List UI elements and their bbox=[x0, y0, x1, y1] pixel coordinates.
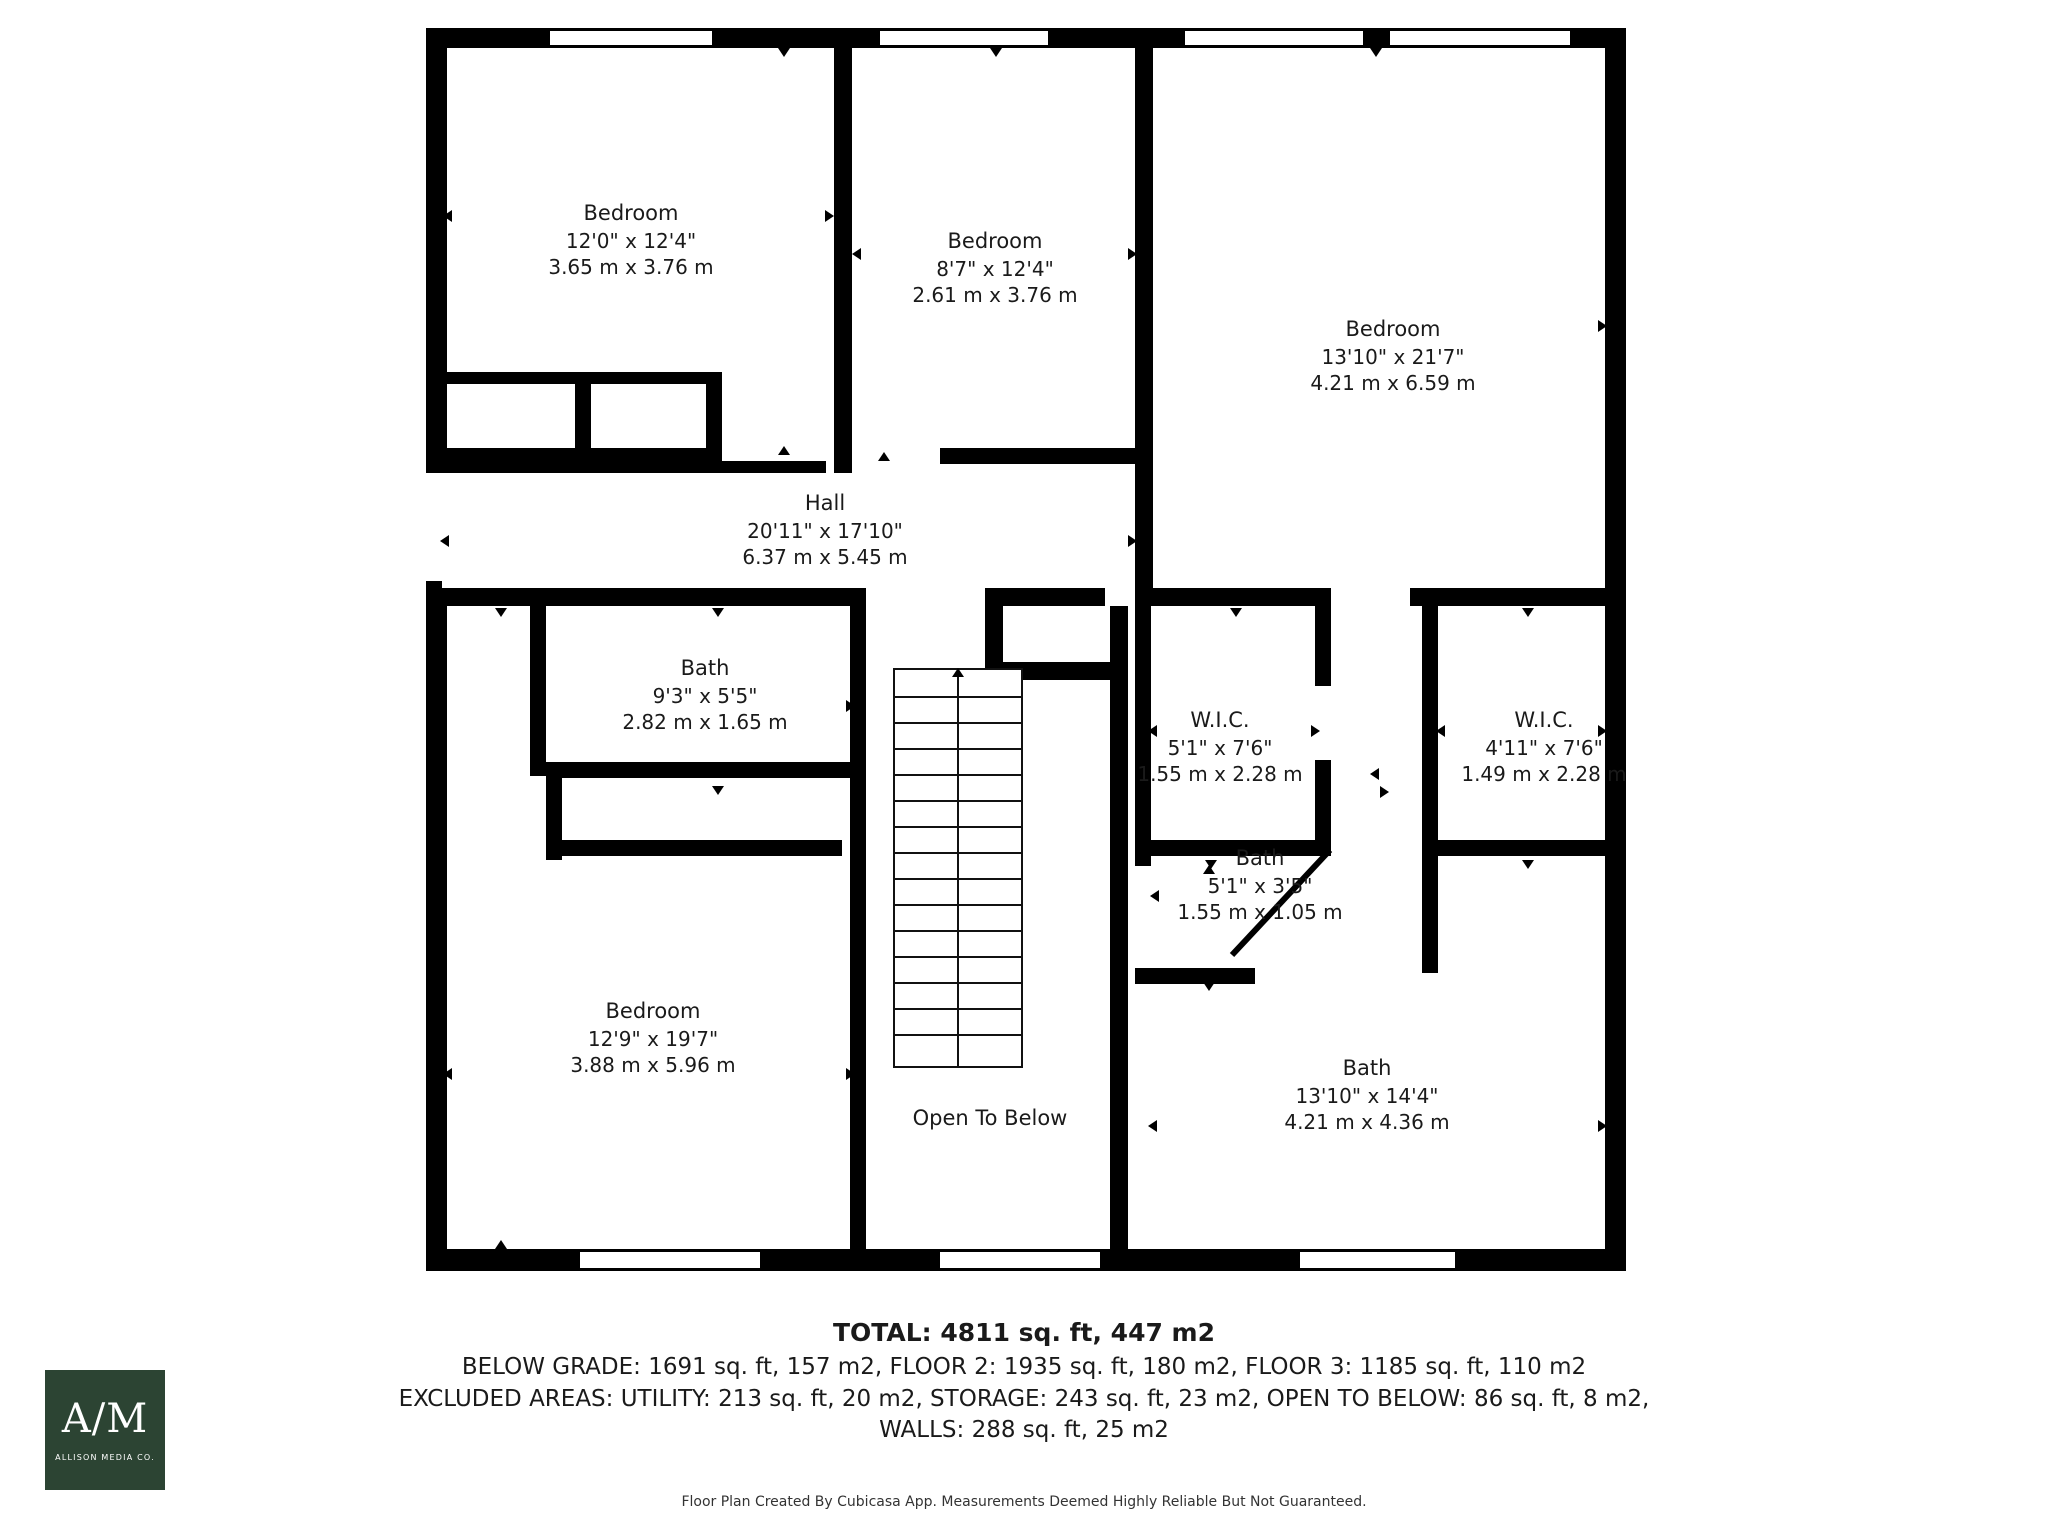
window-bottom-left bbox=[580, 1249, 760, 1271]
room-name: Bath bbox=[680, 656, 730, 680]
dimension-arrow-wic1-top bbox=[1230, 608, 1242, 617]
dimension-arrow-wic2-left bbox=[1436, 725, 1445, 737]
dimension-arrow-wic1-left bbox=[1148, 725, 1157, 737]
room-label-bedroom-1 bbox=[486, 200, 776, 281]
disclaimer-text: Floor Plan Created By Cubicasa App. Measurements Deemed Highly Reliable But Not Guaranteed. bbox=[681, 1494, 1367, 1510]
wall-bedroom2-bottom-stub bbox=[940, 448, 1152, 464]
room-dim-metric: 3.65 m x 3.76 m bbox=[548, 255, 714, 280]
window-bottom-center bbox=[940, 1249, 1100, 1271]
wall-closet-bedroom1-divider bbox=[575, 372, 591, 460]
room-name: Bedroom bbox=[583, 201, 679, 225]
wall-bedroom4-right bbox=[850, 856, 866, 1260]
summary-total: TOTAL: 4811 sq. ft, 447 m2 bbox=[832, 1318, 1216, 1347]
dimension-arrow-bedroom1-left bbox=[443, 210, 452, 222]
stair-direction-line bbox=[957, 676, 959, 1066]
wall-closet-lower-bottom bbox=[546, 840, 842, 856]
room-name: Bath bbox=[1235, 846, 1285, 870]
room-label-bath-1 bbox=[560, 655, 850, 736]
dimension-arrow-bedroom4-bottom bbox=[495, 1240, 507, 1249]
window-top-center-right bbox=[1185, 28, 1363, 48]
wall-hall-right bbox=[1135, 461, 1153, 599]
wall-under-hall-right-1 bbox=[1135, 588, 1315, 606]
room-dim-metric: 1.55 m x 2.28 m bbox=[1137, 762, 1303, 787]
wall-exterior-left-lower bbox=[426, 588, 447, 1271]
window-top-left bbox=[550, 28, 712, 48]
dimension-arrow-bedroom2-right bbox=[1128, 248, 1137, 260]
open-to-below-text: Open To Below bbox=[912, 1106, 1068, 1130]
room-dim-metric: 6.37 m x 5.45 m bbox=[742, 545, 908, 570]
room-name: Bedroom bbox=[947, 229, 1043, 253]
room-label-bedroom-4 bbox=[508, 998, 798, 1079]
wall-exterior-right bbox=[1605, 28, 1626, 1271]
dimension-arrow-bath2-bottom bbox=[1203, 982, 1215, 991]
room-dim-metric: 2.82 m x 1.65 m bbox=[622, 710, 788, 735]
door-swing-wic bbox=[1325, 660, 1385, 700]
summary-line-1: BELOW GRADE: 1691 sq. ft, 157 m2, FLOOR 2: 1935 sq. ft, 180 m2, FLOOR 3: 1185 sq. ft, 110 m2 bbox=[461, 1354, 1587, 1380]
dimension-arrow-bath1-top2 bbox=[712, 608, 724, 617]
wall-closet-bedroom1-right bbox=[706, 372, 722, 460]
room-label-bath-2 bbox=[1140, 845, 1380, 926]
wall-hall-top-left bbox=[426, 461, 826, 473]
company-logo bbox=[45, 1370, 165, 1490]
room-name: Hall bbox=[804, 491, 846, 515]
dimension-arrow-wic2-top bbox=[1522, 608, 1534, 617]
window-top-right bbox=[1390, 28, 1570, 48]
open-to-below-label bbox=[830, 1105, 1150, 1133]
area-summary bbox=[0, 1318, 2048, 1447]
dimension-arrow-wic2-right bbox=[1598, 725, 1607, 737]
dimension-arrow-bedroom1-bottom bbox=[778, 446, 790, 455]
room-dim-imperial: 5'1" x 7'6" bbox=[1167, 735, 1273, 760]
dimension-arrow-bedroom2-left bbox=[852, 248, 861, 260]
dimension-arrow-hall-right bbox=[1128, 535, 1137, 547]
dimension-arrow-bath1-right bbox=[846, 700, 855, 712]
room-dim-imperial: 13'10" x 21'7" bbox=[1321, 344, 1465, 369]
room-label-wic-1 bbox=[1100, 707, 1340, 788]
room-label-wic-2 bbox=[1424, 707, 1664, 788]
window-top-center-left bbox=[880, 28, 1048, 48]
dimension-arrow-bedroom2-bottom bbox=[878, 452, 890, 461]
dimension-arrow-wic1-right bbox=[1311, 725, 1320, 737]
dimension-arrow-bath2-left bbox=[1150, 890, 1159, 902]
dimension-arrow-bath3-left bbox=[1148, 1120, 1157, 1132]
room-dim-imperial: 4'11" x 7'6" bbox=[1485, 735, 1603, 760]
dimension-arrow-bedroom3-top bbox=[1370, 48, 1382, 57]
summary-line-2: EXCLUDED AREAS: UTILITY: 213 sq. ft, 20 m2, STORAGE: 243 sq. ft, 23 m2, OPEN TO BELOW: 86 sq. ft, 8 m2, bbox=[398, 1385, 1650, 1412]
room-label-bath-3 bbox=[1222, 1055, 1512, 1136]
wall-wic2-bottom bbox=[1422, 840, 1626, 856]
room-dim-imperial: 12'9" x 19'7" bbox=[587, 1026, 719, 1051]
wall-under-hall-left-2 bbox=[648, 588, 866, 606]
wall-bath1-bottom bbox=[546, 762, 866, 778]
room-dim-metric: 4.21 m x 6.59 m bbox=[1310, 371, 1476, 396]
dimension-arrow-bedroom3-right bbox=[1598, 320, 1607, 332]
dimension-arrow-hall-left bbox=[440, 535, 449, 547]
room-dim-metric: 1.49 m x 2.28 m bbox=[1461, 762, 1627, 787]
logo-monogram: A/M bbox=[61, 1395, 149, 1442]
wall-between-bedroom2-bedroom3 bbox=[1135, 28, 1153, 461]
room-name: W.I.C. bbox=[1514, 708, 1574, 732]
summary-line-3: WALLS: 288 sq. ft, 25 m2 bbox=[879, 1417, 1169, 1444]
room-dim-imperial: 12'0" x 12'4" bbox=[565, 228, 697, 253]
wall-bath2-bottom bbox=[1135, 968, 1255, 984]
room-dim-imperial: 8'7" x 12'4" bbox=[936, 256, 1054, 281]
wall-bath1-left bbox=[530, 588, 546, 776]
room-dim-metric: 4.21 m x 4.36 m bbox=[1284, 1110, 1450, 1135]
dimension-arrow-bath2-top bbox=[1203, 865, 1215, 874]
dimension-arrow-bedroom1-top bbox=[778, 48, 790, 57]
wall-exterior-left-upper bbox=[426, 28, 447, 473]
room-dim-imperial: 20'11" x 17'10" bbox=[747, 518, 903, 543]
wall-under-hall-left bbox=[426, 588, 666, 606]
wall-under-hall-right-2 bbox=[1410, 588, 1626, 606]
logo-company-name: ALLISON MEDIA CO. bbox=[55, 1452, 155, 1462]
room-name: Bedroom bbox=[1345, 317, 1441, 341]
room-name: W.I.C. bbox=[1190, 708, 1250, 732]
room-name: Bath bbox=[1342, 1056, 1392, 1080]
room-label-bedroom-3 bbox=[1248, 316, 1538, 397]
dimension-arrow-bedroom2-top bbox=[990, 48, 1002, 57]
room-name: Bedroom bbox=[605, 999, 701, 1023]
dimension-arrow-mid-left bbox=[1370, 768, 1379, 780]
dimension-arrow-mid-right bbox=[1380, 786, 1389, 798]
dimension-arrow-bath1-bottom bbox=[712, 786, 724, 795]
room-label-hall bbox=[680, 490, 970, 571]
stair-direction-arrow bbox=[952, 668, 964, 677]
room-dim-imperial: 13'10" x 14'4" bbox=[1295, 1083, 1439, 1108]
room-label-bedroom-2 bbox=[860, 228, 1130, 309]
dimension-arrow-bath1-top bbox=[495, 608, 507, 617]
room-dim-metric: 2.61 m x 3.76 m bbox=[912, 283, 1078, 308]
dimension-arrow-bedroom4-right bbox=[846, 1068, 855, 1080]
dimension-arrow-bedroom1-right bbox=[825, 210, 834, 222]
window-bottom-right bbox=[1300, 1249, 1455, 1271]
room-dim-imperial: 5'1" x 3'5" bbox=[1207, 873, 1313, 898]
room-dim-metric: 1.55 m x 1.05 m bbox=[1177, 900, 1343, 925]
dimension-arrow-wic2-bottom bbox=[1522, 860, 1534, 869]
opening-left-hall bbox=[426, 473, 447, 588]
wall-under-hall-mid bbox=[985, 588, 1105, 606]
dimension-arrow-bedroom4-left bbox=[443, 1068, 452, 1080]
wall-closet-bedroom1-top bbox=[426, 372, 722, 384]
room-dim-metric: 3.88 m x 5.96 m bbox=[570, 1053, 736, 1078]
room-dim-imperial: 9'3" x 5'5" bbox=[652, 683, 758, 708]
wall-stair-right-lower bbox=[1110, 606, 1128, 1260]
dimension-arrow-bath3-right bbox=[1598, 1120, 1607, 1132]
wall-between-bedroom1-bedroom2 bbox=[834, 28, 852, 473]
wall-hall-top-right bbox=[1135, 461, 1153, 473]
